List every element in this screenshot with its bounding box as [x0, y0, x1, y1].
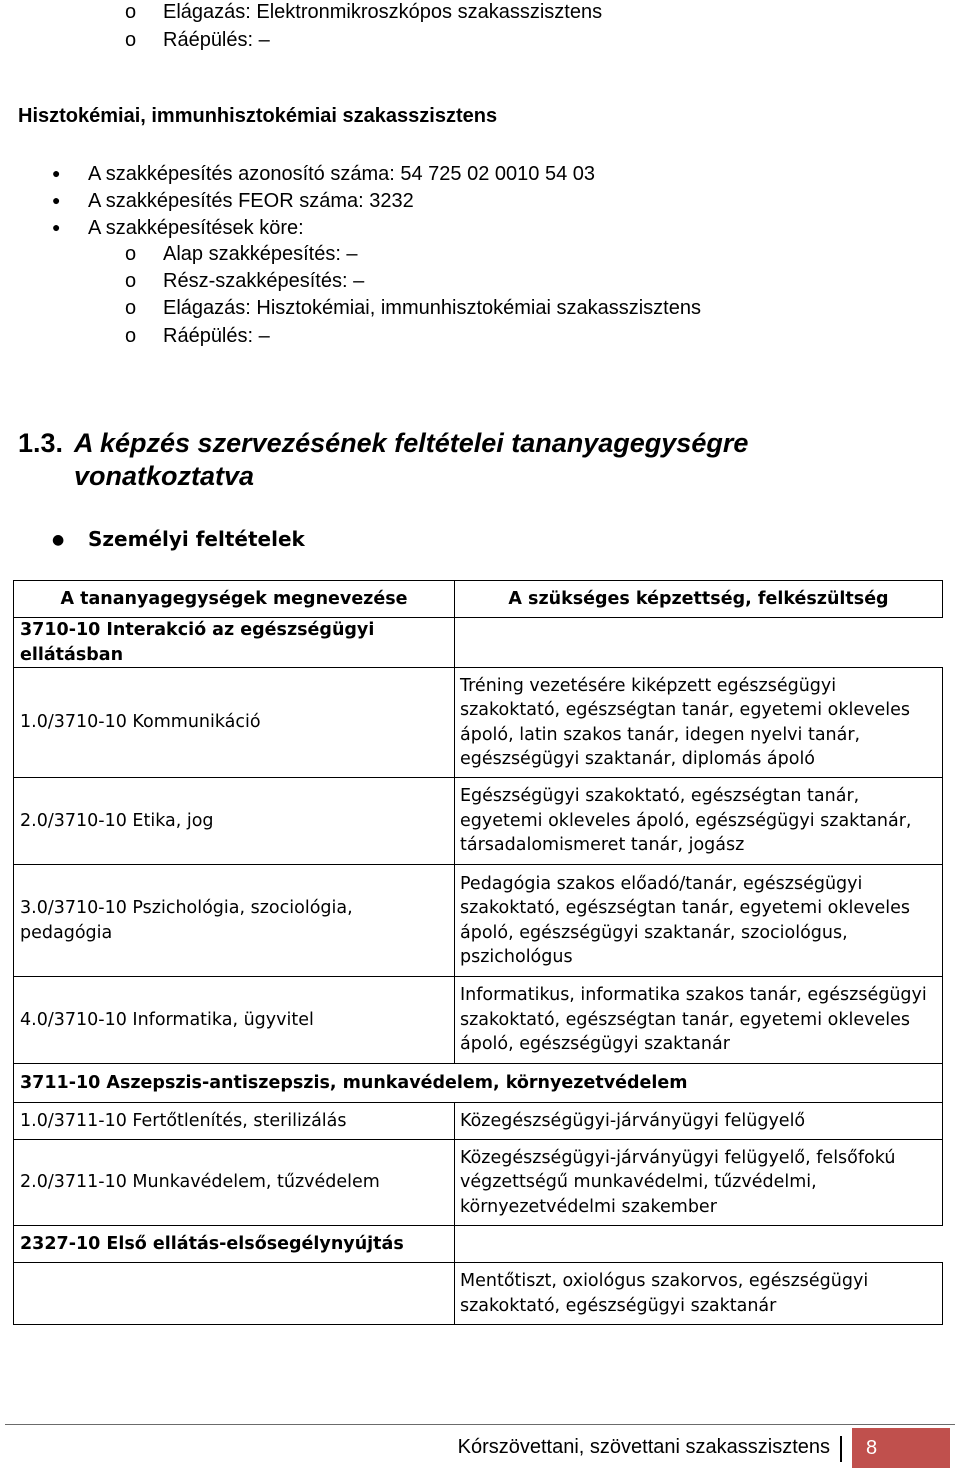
requirement-cell: Mentőtiszt, oxiológus szakorvos, egészségügyi szakoktató, egészségügyi szaktanár: [455, 1263, 943, 1325]
table-row: [14, 668, 943, 778]
bullet-item-3: [52, 215, 304, 240]
table-group-row: [14, 1226, 943, 1263]
unit-cell: 3.0/3710-10 Pszichológia, szociológia, pedagógia: [14, 865, 455, 977]
bullet-icon: ●: [52, 219, 61, 235]
top-list-item-1: [125, 0, 602, 24]
list-marker: o: [125, 325, 137, 347]
requirements-table: [13, 580, 943, 1325]
unit-cell: 1.0/3711-10 Fertőtlenítés, sterilizálás: [14, 1103, 455, 1140]
section-title-line1: A képzés szervezésének feltételei tananyagegységre: [74, 428, 749, 458]
bullet-text: A szakképesítés FEOR száma: 3232: [88, 190, 414, 212]
group-cell: 3711-10 Aszepszis-antiszepszis, munkavédelem, környezetvédelem: [14, 1064, 943, 1103]
unit-cell: 1.0/3710-10 Kommunikáció: [14, 668, 455, 778]
list-marker: o: [125, 1, 137, 23]
section-number: 1.3.: [18, 428, 64, 458]
bullet-icon: ●: [52, 532, 65, 548]
list-text: Elágazás: Elektronmikroszkópos szakasszisztens: [163, 1, 603, 23]
table-row: [14, 1140, 943, 1226]
empty-cell: [455, 1226, 943, 1263]
sub-list-item-1: [125, 242, 358, 266]
list-text: Ráépülés: –: [163, 29, 270, 51]
table-row: [14, 1263, 943, 1325]
header-required-qualification: A szükséges képzettség, felkészültség: [455, 581, 943, 618]
bullet-icon: ●: [52, 192, 61, 208]
requirement-cell: Közegészségügyi-járványügyi felügyelő: [455, 1103, 943, 1140]
top-list-item-2: [125, 28, 270, 52]
unit-cell: 2.0/3710-10 Etika, jog: [14, 778, 455, 865]
list-marker: o: [125, 243, 137, 265]
list-text: Alap szakképesítés: –: [163, 243, 358, 265]
table-row: [14, 977, 943, 1064]
list-marker: o: [125, 270, 137, 292]
requirement-cell: Egészségügyi szakoktató, egészségtan tanár, egyetemi okleveles ápoló, egészségügyi szaktanár, társadalomismeret tanár, jogász: [455, 778, 943, 865]
requirement-cell: Közegészségügyi-járványügyi felügyelő, felsőfokú végzettségű munkavédelmi, tűzvédelmi, környezetvédelmi szakember: [455, 1140, 943, 1226]
qualification-title: Hisztokémiai, immunhisztokémiai szakasszisztens: [18, 105, 498, 127]
table-row: [14, 1103, 943, 1140]
unit-cell: 2.0/3711-10 Munkavédelem, tűzvédelem: [14, 1140, 455, 1226]
group-cell: 2327-10 Első ellátás-elsősegélynyújtás: [14, 1226, 455, 1263]
footer-title: Kórszövettani, szövettani szakasszisztens: [457, 1436, 830, 1458]
table-row: [14, 865, 943, 977]
list-text: Ráépülés: –: [163, 325, 270, 347]
list-text: Rész-szakképesítés: –: [163, 270, 365, 292]
sub-list-item-3: [125, 296, 701, 320]
table-header-row: [14, 581, 943, 618]
requirement-cell: Tréning vezetésére kiképzett egészségügyi szakoktató, egészségtan tanár, egyetemi okleveles ápoló, latin szakos tanár, idegen nyelvi tanár, egészségügyi szaktanár, diplomás ápoló: [455, 668, 943, 778]
sub-list-item-2: [125, 269, 364, 293]
requirement-cell: Pedagógia szakos előadó/tanár, egészségügyi szakoktató, egészségtan tanár, egyetemi okleveles ápoló, egészségügyi szaktanár, szociológus, pszichológus: [455, 865, 943, 977]
list-text: Elágazás: Hisztokémiai, immunhisztokémiai szakasszisztens: [163, 297, 701, 319]
list-marker: o: [125, 297, 137, 319]
personal-requirements-heading: [52, 527, 305, 551]
group-cell: 3710-10 Interakció az egészségügyi ellátásban: [14, 618, 455, 668]
personal-heading-text: Személyi feltételek: [88, 527, 305, 551]
unit-cell: [14, 1263, 455, 1325]
sub-list-item-4: [125, 324, 270, 348]
header-unit-name: A tananyagegységek megnevezése: [14, 581, 455, 618]
unit-cell: 4.0/3710-10 Informatika, ügyvitel: [14, 977, 455, 1064]
section-title-line2: vonatkoztatva: [74, 461, 255, 491]
bullet-item-2: [52, 188, 414, 213]
section-heading: [18, 427, 748, 493]
empty-cell: [455, 618, 943, 668]
bullet-item-1: [52, 161, 595, 186]
footer-divider: [5, 1424, 955, 1425]
footer-separator: [840, 1436, 842, 1462]
list-marker: o: [125, 29, 137, 51]
bullet-text: A szakképesítés azonosító száma: 54 725 02 0010 54 03: [88, 163, 596, 185]
table-row: [14, 778, 943, 865]
table-group-row: [14, 1064, 943, 1103]
requirement-cell: Informatikus, informatika szakos tanár, egészségügyi szakoktató, egészségtan tanár, egyetemi okleveles ápoló, egészségügyi szaktanár: [455, 977, 943, 1064]
bullet-text: A szakképesítések köre:: [88, 217, 304, 239]
table-group-row: [14, 618, 943, 668]
page-number: 8: [852, 1428, 950, 1468]
bullet-icon: ●: [52, 165, 61, 181]
